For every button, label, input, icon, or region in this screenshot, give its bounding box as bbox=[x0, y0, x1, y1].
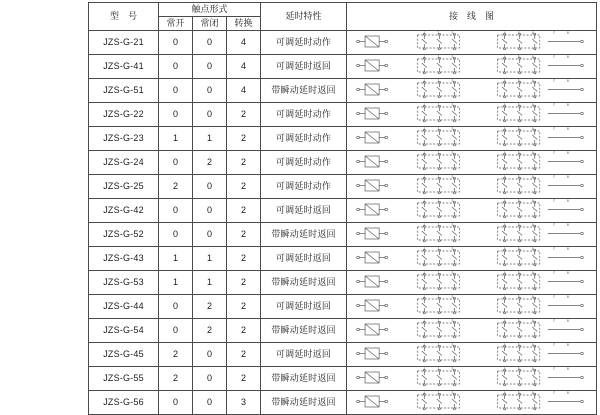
cell-delay-feature: 可调延时返回 bbox=[261, 247, 347, 271]
wiring-diagram-icon bbox=[347, 367, 596, 390]
svg-text:2: 2 bbox=[437, 319, 440, 323]
svg-text:1: 1 bbox=[423, 367, 426, 371]
cell-normally-open: 2 bbox=[159, 175, 193, 199]
wiring-diagram-icon bbox=[347, 31, 596, 54]
cell-changeover: 2 bbox=[227, 103, 261, 127]
svg-text:5: 5 bbox=[517, 79, 520, 83]
cell-delay-feature: 可调延时返回 bbox=[261, 295, 347, 319]
cell-delay-feature: 可调延时动作 bbox=[261, 175, 347, 199]
cell-normally-closed: 0 bbox=[193, 31, 227, 55]
cell-model: JZS-G-25 bbox=[89, 175, 159, 199]
header-row-1 bbox=[89, 3, 597, 17]
cell-wiring-diagram bbox=[347, 223, 597, 247]
cell-delay-feature: 带瞬动延时返回 bbox=[261, 271, 347, 295]
svg-text:7: 7 bbox=[552, 391, 555, 395]
cell-normally-closed: 1 bbox=[193, 271, 227, 295]
cell-normally-closed: 0 bbox=[193, 343, 227, 367]
cell-normally-open: 0 bbox=[159, 151, 193, 175]
svg-text:4: 4 bbox=[503, 31, 506, 35]
cell-delay-feature: 可调延时动作 bbox=[261, 127, 347, 151]
wiring-diagram-icon bbox=[347, 55, 596, 78]
svg-text:2: 2 bbox=[437, 295, 440, 299]
header-delay-feature: 延时特性 bbox=[261, 3, 347, 31]
svg-text:8: 8 bbox=[566, 271, 569, 275]
svg-text:4: 4 bbox=[503, 175, 506, 179]
cell-delay-feature: 可调延时返回 bbox=[261, 55, 347, 79]
wiring-diagram-icon bbox=[347, 247, 596, 270]
svg-text:6: 6 bbox=[531, 271, 534, 275]
svg-text:7: 7 bbox=[552, 223, 555, 227]
svg-text:3: 3 bbox=[451, 391, 454, 395]
svg-text:1: 1 bbox=[423, 199, 426, 203]
svg-text:4: 4 bbox=[503, 247, 506, 251]
svg-text:8: 8 bbox=[566, 31, 569, 35]
cell-model: JZS-G-53 bbox=[89, 271, 159, 295]
svg-text:5: 5 bbox=[517, 55, 520, 59]
cell-normally-closed: 2 bbox=[193, 319, 227, 343]
cell-wiring-diagram bbox=[347, 295, 597, 319]
cell-model: JZS-G-43 bbox=[89, 247, 159, 271]
table-row bbox=[89, 151, 597, 175]
cell-changeover: 4 bbox=[227, 55, 261, 79]
table-row bbox=[89, 295, 597, 319]
svg-text:6: 6 bbox=[531, 175, 534, 179]
cell-changeover: 2 bbox=[227, 295, 261, 319]
cell-changeover: 2 bbox=[227, 367, 261, 391]
cell-delay-feature: 可调延时动作 bbox=[261, 151, 347, 175]
svg-text:8: 8 bbox=[566, 391, 569, 395]
svg-text:6: 6 bbox=[531, 31, 534, 35]
svg-text:1: 1 bbox=[423, 247, 426, 251]
svg-text:8: 8 bbox=[566, 199, 569, 203]
cell-changeover: 2 bbox=[227, 199, 261, 223]
cell-wiring-diagram bbox=[347, 391, 597, 415]
svg-text:5: 5 bbox=[517, 175, 520, 179]
cell-model: JZS-G-55 bbox=[89, 367, 159, 391]
table-row bbox=[89, 175, 597, 199]
cell-wiring-diagram bbox=[347, 199, 597, 223]
cell-normally-closed: 0 bbox=[193, 367, 227, 391]
svg-text:5: 5 bbox=[517, 199, 520, 203]
table-row bbox=[89, 319, 597, 343]
svg-text:6: 6 bbox=[531, 55, 534, 59]
cell-normally-open: 0 bbox=[159, 103, 193, 127]
cell-changeover: 3 bbox=[227, 391, 261, 415]
cell-model: JZS-G-44 bbox=[89, 295, 159, 319]
svg-text:2: 2 bbox=[437, 223, 440, 227]
cell-normally-open: 0 bbox=[159, 31, 193, 55]
svg-text:6: 6 bbox=[531, 319, 534, 323]
cell-normally-closed: 2 bbox=[193, 295, 227, 319]
cell-changeover: 4 bbox=[227, 79, 261, 103]
svg-text:7: 7 bbox=[552, 319, 555, 323]
cell-wiring-diagram bbox=[347, 271, 597, 295]
relay-spec-table bbox=[88, 2, 597, 415]
svg-text:6: 6 bbox=[531, 199, 534, 203]
svg-text:8: 8 bbox=[566, 295, 569, 299]
svg-text:2: 2 bbox=[437, 103, 440, 107]
svg-text:4: 4 bbox=[503, 343, 506, 347]
svg-text:3: 3 bbox=[451, 247, 454, 251]
svg-text:7: 7 bbox=[552, 55, 555, 59]
svg-text:5: 5 bbox=[517, 271, 520, 275]
svg-text:4: 4 bbox=[503, 295, 506, 299]
svg-text:1: 1 bbox=[423, 127, 426, 131]
table-row bbox=[89, 55, 597, 79]
table-row bbox=[89, 127, 597, 151]
svg-text:8: 8 bbox=[566, 367, 569, 371]
svg-text:3: 3 bbox=[451, 343, 454, 347]
svg-text:2: 2 bbox=[437, 127, 440, 131]
table-body bbox=[89, 31, 597, 415]
wiring-diagram-icon bbox=[347, 223, 596, 246]
cell-normally-closed: 0 bbox=[193, 55, 227, 79]
cell-model: JZS-G-52 bbox=[89, 223, 159, 247]
svg-text:8: 8 bbox=[566, 343, 569, 347]
wiring-diagram-icon bbox=[347, 271, 596, 294]
cell-normally-open: 1 bbox=[159, 247, 193, 271]
cell-model: JZS-G-51 bbox=[89, 79, 159, 103]
svg-text:3: 3 bbox=[451, 127, 454, 131]
svg-text:5: 5 bbox=[517, 367, 520, 371]
svg-text:3: 3 bbox=[451, 31, 454, 35]
header-changeover: 转换 bbox=[227, 17, 261, 31]
cell-normally-open: 0 bbox=[159, 79, 193, 103]
svg-text:8: 8 bbox=[566, 55, 569, 59]
cell-normally-open: 2 bbox=[159, 367, 193, 391]
cell-changeover: 2 bbox=[227, 319, 261, 343]
svg-text:7: 7 bbox=[552, 31, 555, 35]
svg-text:7: 7 bbox=[552, 295, 555, 299]
cell-normally-open: 1 bbox=[159, 127, 193, 151]
wiring-diagram-icon bbox=[347, 103, 596, 126]
svg-text:1: 1 bbox=[423, 343, 426, 347]
cell-delay-feature: 可调延时动作 bbox=[261, 103, 347, 127]
svg-text:7: 7 bbox=[552, 127, 555, 131]
cell-wiring-diagram bbox=[347, 175, 597, 199]
svg-text:3: 3 bbox=[451, 271, 454, 275]
svg-text:3: 3 bbox=[451, 151, 454, 155]
svg-text:3: 3 bbox=[451, 55, 454, 59]
cell-normally-open: 0 bbox=[159, 199, 193, 223]
cell-model: JZS-G-54 bbox=[89, 319, 159, 343]
svg-text:1: 1 bbox=[423, 271, 426, 275]
svg-text:4: 4 bbox=[503, 79, 506, 83]
svg-text:5: 5 bbox=[517, 151, 520, 155]
svg-text:5: 5 bbox=[517, 127, 520, 131]
cell-normally-closed: 2 bbox=[193, 151, 227, 175]
svg-text:2: 2 bbox=[437, 271, 440, 275]
cell-wiring-diagram bbox=[347, 79, 597, 103]
svg-text:4: 4 bbox=[503, 391, 506, 395]
cell-normally-closed: 0 bbox=[193, 391, 227, 415]
table-row bbox=[89, 31, 597, 55]
table-header bbox=[89, 3, 597, 31]
cell-normally-closed: 0 bbox=[193, 79, 227, 103]
svg-text:2: 2 bbox=[437, 151, 440, 155]
svg-text:4: 4 bbox=[503, 127, 506, 131]
svg-text:6: 6 bbox=[531, 343, 534, 347]
cell-normally-closed: 1 bbox=[193, 127, 227, 151]
svg-text:3: 3 bbox=[451, 319, 454, 323]
wiring-diagram-icon bbox=[347, 295, 596, 318]
svg-text:6: 6 bbox=[531, 295, 534, 299]
wiring-diagram-icon bbox=[347, 319, 596, 342]
svg-text:5: 5 bbox=[517, 223, 520, 227]
cell-model: JZS-G-45 bbox=[89, 343, 159, 367]
svg-text:2: 2 bbox=[437, 79, 440, 83]
cell-normally-open: 1 bbox=[159, 271, 193, 295]
svg-text:6: 6 bbox=[531, 151, 534, 155]
table-row bbox=[89, 199, 597, 223]
cell-normally-open: 2 bbox=[159, 343, 193, 367]
cell-changeover: 4 bbox=[227, 31, 261, 55]
svg-text:8: 8 bbox=[566, 127, 569, 131]
cell-changeover: 2 bbox=[227, 247, 261, 271]
svg-text:3: 3 bbox=[451, 103, 454, 107]
cell-wiring-diagram bbox=[347, 55, 597, 79]
svg-text:7: 7 bbox=[552, 79, 555, 83]
cell-normally-closed: 0 bbox=[193, 199, 227, 223]
svg-text:1: 1 bbox=[423, 55, 426, 59]
cell-model: JZS-G-23 bbox=[89, 127, 159, 151]
table-row bbox=[89, 391, 597, 415]
cell-delay-feature: 带瞬动延时返回 bbox=[261, 79, 347, 103]
cell-changeover: 2 bbox=[227, 271, 261, 295]
svg-text:6: 6 bbox=[531, 247, 534, 251]
svg-text:1: 1 bbox=[423, 319, 426, 323]
svg-text:5: 5 bbox=[517, 247, 520, 251]
cell-normally-open: 0 bbox=[159, 295, 193, 319]
svg-text:7: 7 bbox=[552, 367, 555, 371]
svg-text:7: 7 bbox=[552, 343, 555, 347]
cell-delay-feature: 可调延时动作 bbox=[261, 31, 347, 55]
cell-delay-feature: 可调延时返回 bbox=[261, 343, 347, 367]
wiring-diagram-icon bbox=[347, 199, 596, 222]
svg-text:6: 6 bbox=[531, 103, 534, 107]
svg-text:1: 1 bbox=[423, 175, 426, 179]
svg-text:4: 4 bbox=[503, 271, 506, 275]
cell-normally-open: 0 bbox=[159, 55, 193, 79]
svg-text:8: 8 bbox=[566, 247, 569, 251]
cell-model: JZS-G-22 bbox=[89, 103, 159, 127]
svg-text:3: 3 bbox=[451, 175, 454, 179]
svg-text:6: 6 bbox=[531, 367, 534, 371]
svg-text:8: 8 bbox=[566, 223, 569, 227]
wiring-diagram-icon bbox=[347, 343, 596, 366]
table-row bbox=[89, 343, 597, 367]
cell-changeover: 2 bbox=[227, 175, 261, 199]
cell-normally-open: 0 bbox=[159, 319, 193, 343]
cell-model: JZS-G-42 bbox=[89, 199, 159, 223]
wiring-diagram-icon bbox=[347, 127, 596, 150]
svg-text:5: 5 bbox=[517, 31, 520, 35]
svg-text:2: 2 bbox=[437, 247, 440, 251]
svg-text:5: 5 bbox=[517, 295, 520, 299]
svg-text:7: 7 bbox=[552, 175, 555, 179]
svg-text:2: 2 bbox=[437, 31, 440, 35]
cell-normally-closed: 0 bbox=[193, 175, 227, 199]
svg-text:2: 2 bbox=[437, 199, 440, 203]
cell-normally-closed: 0 bbox=[193, 103, 227, 127]
cell-normally-closed: 0 bbox=[193, 223, 227, 247]
svg-text:8: 8 bbox=[566, 151, 569, 155]
svg-text:7: 7 bbox=[552, 247, 555, 251]
table-row bbox=[89, 223, 597, 247]
cell-wiring-diagram bbox=[347, 319, 597, 343]
svg-text:2: 2 bbox=[437, 175, 440, 179]
cell-delay-feature: 带瞬动延时返回 bbox=[261, 223, 347, 247]
cell-delay-feature: 带瞬动延时返回 bbox=[261, 367, 347, 391]
svg-text:3: 3 bbox=[451, 223, 454, 227]
svg-text:3: 3 bbox=[451, 295, 454, 299]
cell-delay-feature: 可调延时返回 bbox=[261, 199, 347, 223]
svg-text:2: 2 bbox=[437, 391, 440, 395]
cell-delay-feature: 带瞬动延时返回 bbox=[261, 319, 347, 343]
cell-model: JZS-G-41 bbox=[89, 55, 159, 79]
svg-text:4: 4 bbox=[503, 151, 506, 155]
svg-text:2: 2 bbox=[437, 55, 440, 59]
header-normally-closed: 常闭 bbox=[193, 17, 227, 31]
svg-text:4: 4 bbox=[503, 367, 506, 371]
header-model: 型 号 bbox=[89, 3, 159, 31]
svg-text:6: 6 bbox=[531, 391, 534, 395]
svg-text:4: 4 bbox=[503, 55, 506, 59]
svg-text:4: 4 bbox=[503, 103, 506, 107]
svg-text:5: 5 bbox=[517, 343, 520, 347]
cell-wiring-diagram bbox=[347, 31, 597, 55]
cell-model: JZS-G-24 bbox=[89, 151, 159, 175]
cell-delay-feature: 带瞬动延时返回 bbox=[261, 391, 347, 415]
svg-text:5: 5 bbox=[517, 319, 520, 323]
wiring-diagram-icon bbox=[347, 175, 596, 198]
cell-wiring-diagram bbox=[347, 127, 597, 151]
svg-text:3: 3 bbox=[451, 199, 454, 203]
cell-wiring-diagram bbox=[347, 247, 597, 271]
svg-text:8: 8 bbox=[566, 79, 569, 83]
cell-wiring-diagram bbox=[347, 367, 597, 391]
svg-text:4: 4 bbox=[503, 199, 506, 203]
svg-text:8: 8 bbox=[566, 175, 569, 179]
svg-text:6: 6 bbox=[531, 79, 534, 83]
header-contact-form: 触点形式 bbox=[159, 3, 261, 17]
table-row bbox=[89, 271, 597, 295]
cell-model: JZS-G-56 bbox=[89, 391, 159, 415]
cell-changeover: 2 bbox=[227, 343, 261, 367]
table-row bbox=[89, 79, 597, 103]
header-wiring-diagram: 接 线 图 bbox=[347, 3, 597, 31]
wiring-diagram-icon bbox=[347, 391, 596, 414]
svg-text:2: 2 bbox=[437, 343, 440, 347]
cell-wiring-diagram bbox=[347, 103, 597, 127]
svg-text:6: 6 bbox=[531, 223, 534, 227]
svg-text:1: 1 bbox=[423, 31, 426, 35]
wiring-diagram-icon bbox=[347, 79, 596, 102]
cell-normally-closed: 1 bbox=[193, 247, 227, 271]
table-row bbox=[89, 103, 597, 127]
svg-text:7: 7 bbox=[552, 199, 555, 203]
wiring-diagram-icon bbox=[347, 151, 596, 174]
table-row bbox=[89, 247, 597, 271]
svg-text:6: 6 bbox=[531, 127, 534, 131]
header-normally-open: 常开 bbox=[159, 17, 193, 31]
cell-changeover: 2 bbox=[227, 151, 261, 175]
svg-text:1: 1 bbox=[423, 103, 426, 107]
svg-text:1: 1 bbox=[423, 295, 426, 299]
svg-text:1: 1 bbox=[423, 391, 426, 395]
svg-text:7: 7 bbox=[552, 271, 555, 275]
cell-changeover: 2 bbox=[227, 223, 261, 247]
cell-wiring-diagram bbox=[347, 151, 597, 175]
cell-normally-open: 0 bbox=[159, 223, 193, 247]
svg-text:4: 4 bbox=[503, 319, 506, 323]
svg-text:8: 8 bbox=[566, 103, 569, 107]
svg-text:3: 3 bbox=[451, 367, 454, 371]
cell-wiring-diagram bbox=[347, 343, 597, 367]
cell-model: JZS-G-21 bbox=[89, 31, 159, 55]
svg-text:4: 4 bbox=[503, 223, 506, 227]
svg-text:3: 3 bbox=[451, 79, 454, 83]
svg-text:7: 7 bbox=[552, 103, 555, 107]
svg-text:1: 1 bbox=[423, 79, 426, 83]
cell-normally-open: 0 bbox=[159, 391, 193, 415]
svg-text:7: 7 bbox=[552, 151, 555, 155]
svg-text:5: 5 bbox=[517, 103, 520, 107]
svg-text:2: 2 bbox=[437, 367, 440, 371]
cell-changeover: 2 bbox=[227, 127, 261, 151]
svg-text:8: 8 bbox=[566, 319, 569, 323]
svg-text:1: 1 bbox=[423, 223, 426, 227]
table-row bbox=[89, 367, 597, 391]
svg-text:5: 5 bbox=[517, 391, 520, 395]
svg-text:1: 1 bbox=[423, 151, 426, 155]
